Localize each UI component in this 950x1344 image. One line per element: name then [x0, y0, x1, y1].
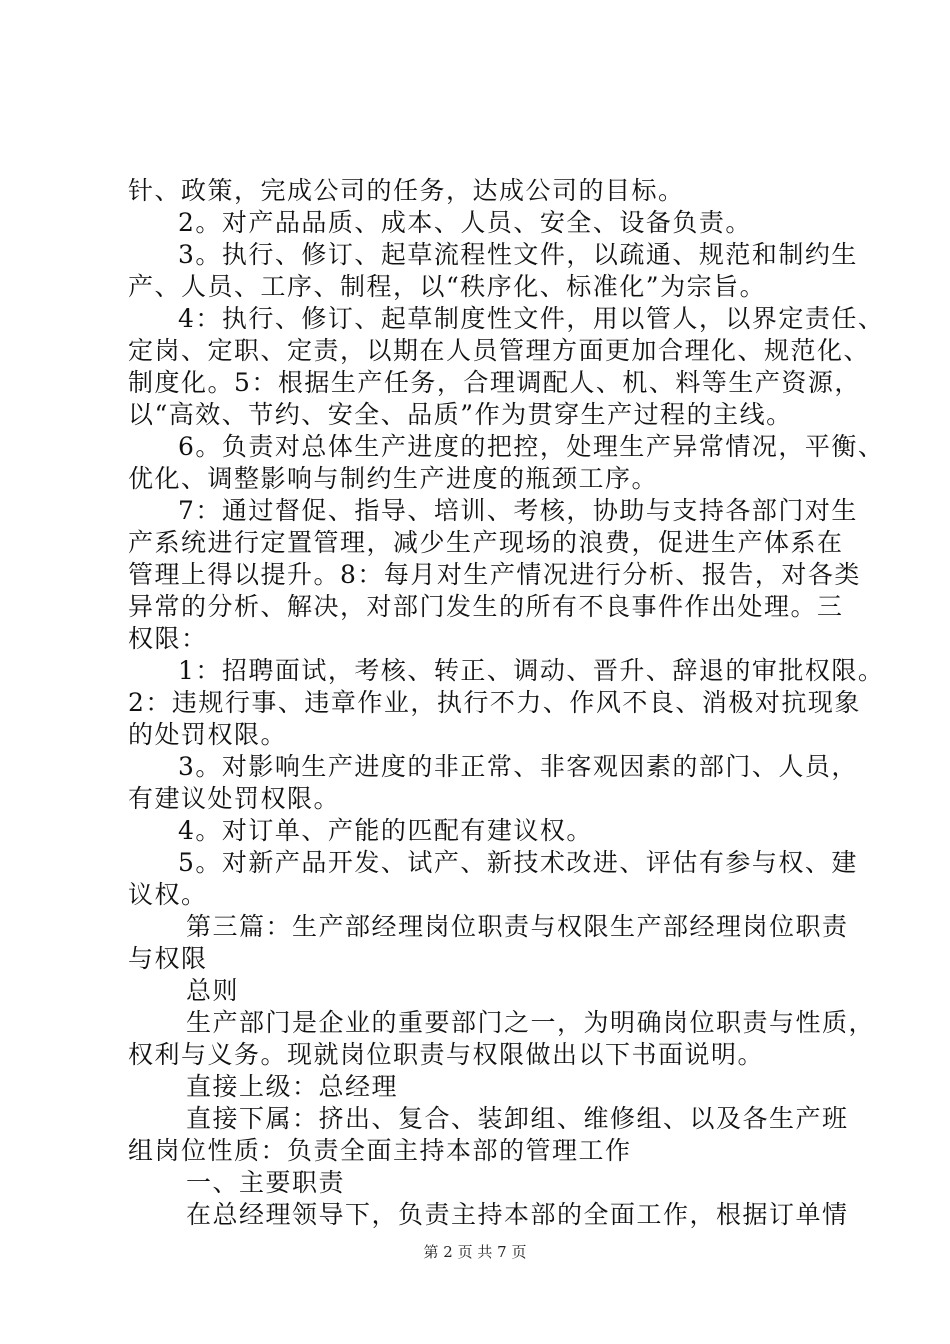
body-line-27: 生产部门是企业的重要部门之一，为明确岗位职责与性质， — [186, 1008, 876, 1037]
body-line-21: 4。对订单、产能的匹配有建议权。 — [178, 816, 593, 845]
body-line-28: 权利与义务。现就岗位职责与权限做出以下书面说明。 — [128, 1040, 765, 1069]
body-line-23: 议权。 — [128, 880, 208, 909]
body-line-20: 有建议处罚权限。 — [128, 784, 341, 813]
body-line-31: 组岗位性质：负责全面主持本部的管理工作 — [128, 1136, 632, 1165]
body-line-18: 的处罚权限。 — [128, 720, 288, 749]
body-line-13: 管理上得以提升。8：每月对生产情况进行分析、报告，对各类 — [128, 560, 861, 589]
direct-superior-line: 直接上级：总经理 — [186, 1072, 399, 1101]
body-line-5: 4：执行、修订、起草制度性文件，用以管人，以界定责任、 — [178, 304, 885, 333]
body-line-15: 权限： — [128, 624, 208, 653]
body-line-8: 以“高效、节约、安全、品质”作为贯穿生产过程的主线。 — [128, 400, 793, 429]
general-heading: 总则 — [186, 976, 240, 1005]
body-line-17: 2：违规行事、违章作业，执行不力、作风不良、消极对抗现象 — [128, 688, 861, 717]
section-title-line-2: 与权限 — [128, 944, 208, 973]
direct-subordinate-line: 直接下属：挤出、复合、装卸组、维修组、以及各生产班 — [186, 1104, 849, 1133]
body-line-2: 2。对产品品质、成本、人员、安全、设备负责。 — [178, 208, 752, 237]
main-duties-heading: 一、主要职责 — [186, 1168, 346, 1197]
body-line-16: 1：招聘面试，考核、转正、调动、晋升、辞退的审批权限。 — [178, 656, 885, 685]
body-line-14: 异常的分析、解决，对部门发生的所有不良事件作出处理。三 — [128, 592, 844, 621]
section-title-line-1: 第三篇：生产部经理岗位职责与权限生产部经理岗位职责 — [186, 912, 849, 941]
body-line-33: 在总经理领导下，负责主持本部的全面工作，根据订单情 — [186, 1200, 849, 1229]
body-line-9: 6。负责对总体生产进度的把控，处理生产异常情况，平衡、 — [178, 432, 885, 461]
body-line-10: 优化、调整影响与制约生产进度的瓶颈工序。 — [128, 464, 659, 493]
body-line-22: 5。对新产品开发、试产、新技术改进、评估有参与权、建 — [178, 848, 858, 877]
body-line-12: 产系统进行定置管理，减少生产现场的浪费，促进生产体系在 — [128, 528, 844, 557]
page-footer: 第 2 页 共 7 页 — [423, 1243, 527, 1261]
body-line-19: 3。对影响生产进度的非正常、非客观因素的部门、人员， — [178, 752, 858, 781]
body-line-11: 7：通过督促、指导、培训、考核，协助与支持各部门对生 — [178, 496, 858, 525]
body-line-4: 产、人员、工序、制程，以“秩序化、标准化”为宗旨。 — [128, 272, 767, 301]
body-line-7: 制度化。5：根据生产任务，合理调配人、机、料等生产资源， — [128, 368, 861, 397]
body-line-3: 3。执行、修订、起草流程性文件，以疏通、规范和制约生 — [178, 240, 858, 269]
body-line-1: 针、政策，完成公司的任务，达成公司的目标。 — [128, 176, 685, 205]
body-line-6: 定岗、定职、定责，以期在人员管理方面更加合理化、规范化、 — [128, 336, 871, 365]
